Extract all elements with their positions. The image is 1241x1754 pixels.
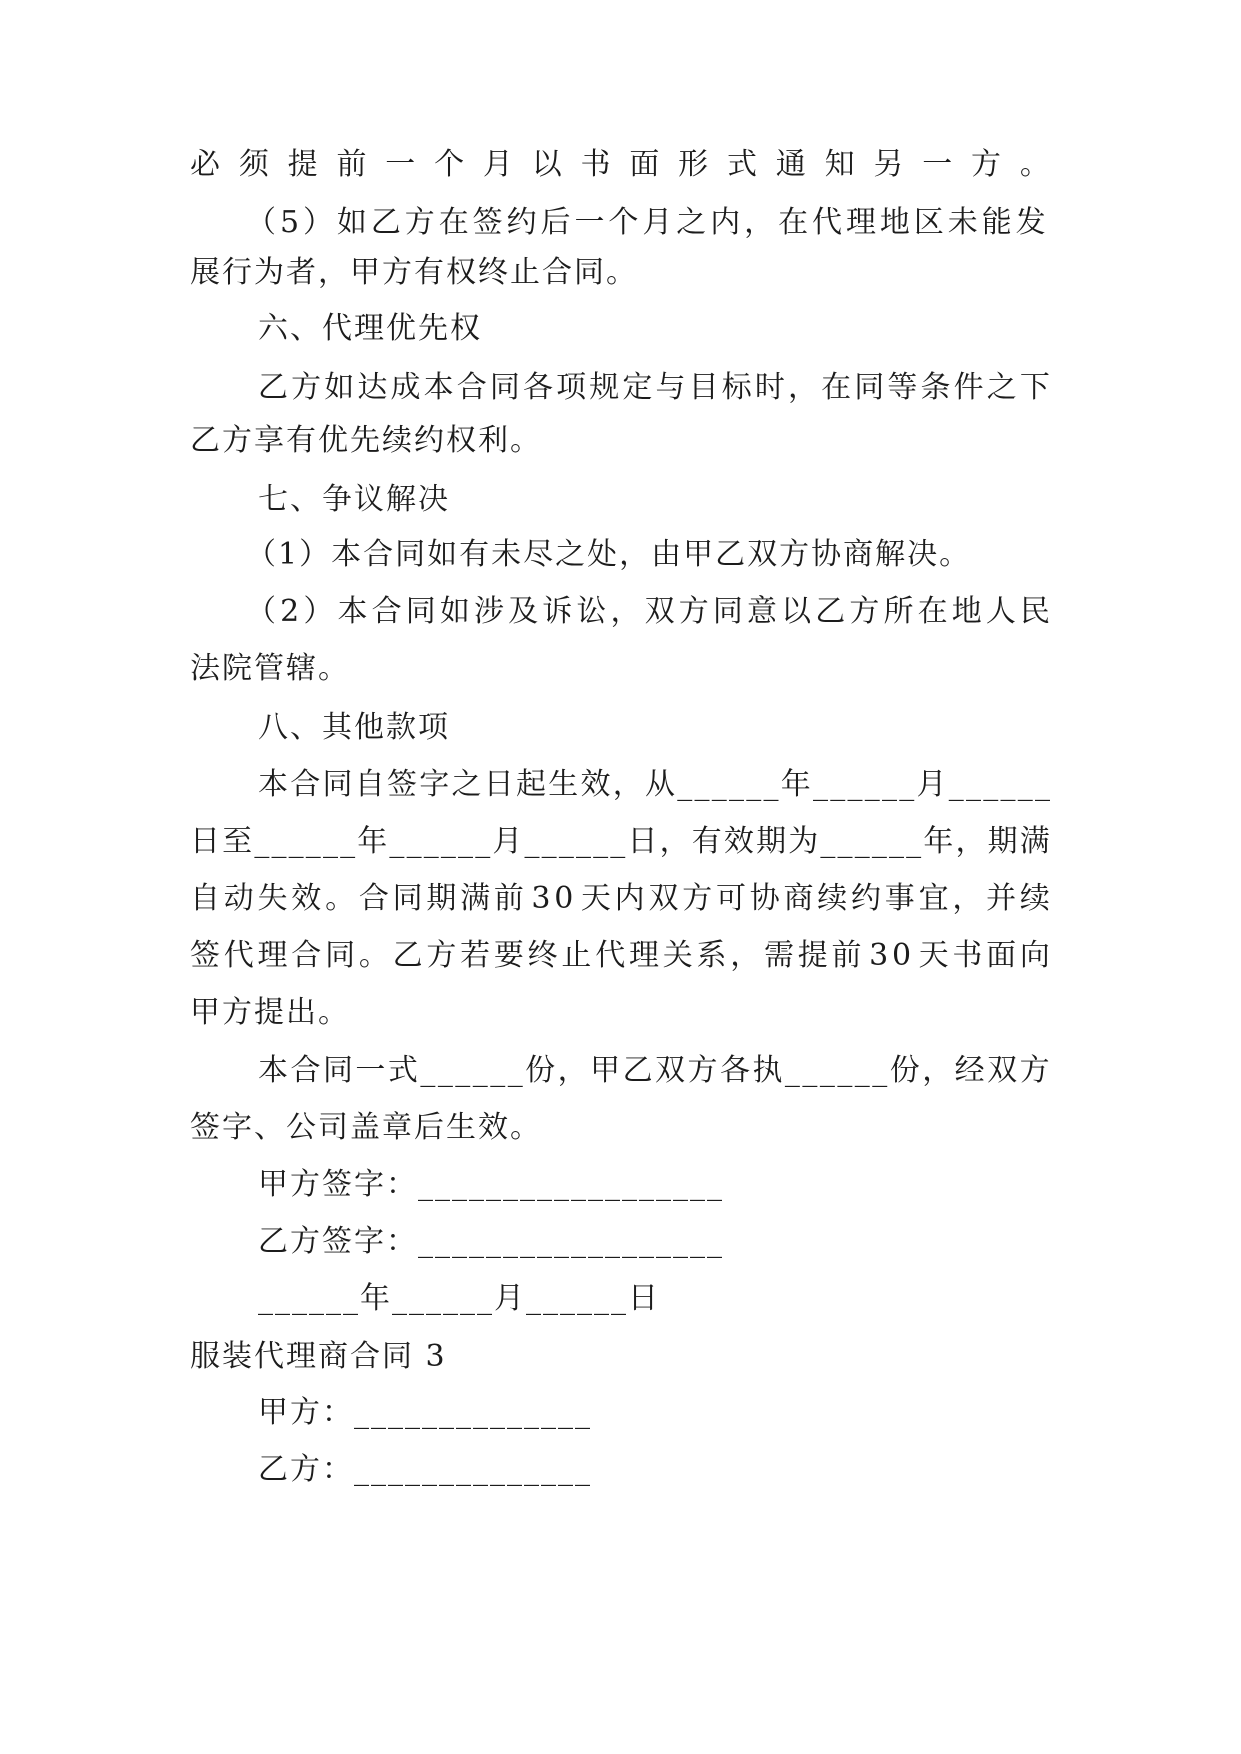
signature-line-party-b: 乙方签字：__________________ (258, 1224, 724, 1259)
section-heading: 六、代理优先权 (258, 311, 482, 346)
paragraph-line: 甲方提出。 (190, 995, 350, 1030)
paragraph-line: 乙方享有优先续约权利。 (190, 423, 542, 458)
paragraph-line: （ 5 ） 如 乙 方 在 签 约 后 一 个 月 之 内 ， 在 代 理 地 区 未 能 发 (246, 205, 1046, 240)
contract-title: 服装代理商合同 3 (190, 1339, 447, 1374)
signature-line-party-a: 甲方签字：__________________ (258, 1167, 724, 1202)
paragraph-line: （1）本合同如有未尽之处，由甲乙双方协商解决。 (246, 537, 972, 572)
paragraph-line: 乙 方 如 达 成 本 合 同 各 项 规 定 与 目 标 时 ， 在 同 等 条 件 之 下 (258, 370, 1050, 405)
paragraph-line: 日 至 _ _ _ _ _ _ 年 _ _ _ _ _ _ 月 _ _ _ _ _ _ 日 ， 有 效 期 为 _ _ _ _ _ _ 年 ， 期 满 (190, 824, 1050, 859)
party-b-line: 乙方：______________ (258, 1452, 592, 1487)
paragraph-line: 本 合 同 一 式 _ _ _ _ _ _ 份 ， 甲 乙 双 方 各 执 _ _ _ _ _ _ 份 ， 经 双 方 (258, 1053, 1050, 1088)
paragraph-line: 必 须 提 前 一 个 月 以 书 面 形 式 通 知 另 一 方 。 (190, 147, 1050, 182)
paragraph-line: 自 动 失 效 。 合 同 期 满 前 3 0 天 内 双 方 可 协 商 续 约 事 宜 ， 并 续 (190, 881, 1050, 916)
date-line: ______年______月______日 (258, 1281, 660, 1316)
section-heading: 八、其他款项 (258, 710, 450, 745)
section-heading: 七、争议解决 (258, 482, 450, 517)
party-a-line: 甲方：______________ (258, 1395, 592, 1430)
paragraph-line: 本 合 同 自 签 字 之 日 起 生 效 ， 从 _ _ _ _ _ _ 年 _ _ _ _ _ _ 月 _ _ _ _ _ _ (258, 767, 1050, 802)
paragraph-line: 签 代 理 合 同 。 乙 方 若 要 终 止 代 理 关 系 ， 需 提 前 3 0 天 书 面 向 (190, 938, 1050, 973)
paragraph-line: 法院管辖。 (190, 651, 350, 686)
paragraph-line: （ 2 ） 本 合 同 如 涉 及 诉 讼 ， 双 方 同 意 以 乙 方 所 在 地 人 民 (246, 594, 1050, 629)
paragraph-line: 签字、公司盖章后生效。 (190, 1110, 542, 1145)
paragraph-line: 展行为者，甲方有权终止合同。 (190, 255, 638, 290)
